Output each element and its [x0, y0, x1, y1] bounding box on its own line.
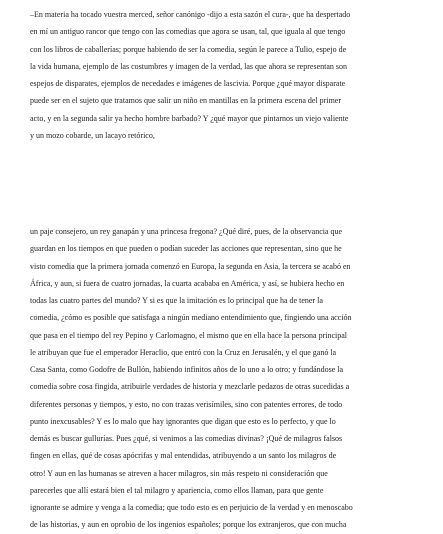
text-line: de las historias, y aun en oprobio de los ingenios españoles; porque los extranjeros, que con mucha: [30, 520, 347, 530]
text-line: le atribuyan que fue el emperador Heraclio, que entró con la Cruz en Jerusalén, y el que ganó la: [30, 347, 337, 357]
text-line: en mí un antiguo rancor que tengo con las comedias que agora se usan, tal, que iguala al que tengo: [30, 27, 346, 37]
text-line: todas las cuatro partes del mundo? Y si es que la imitación es lo principal que ha de tener la: [30, 296, 323, 305]
text-line: con los libros de caballerías; porque habiendo de ser la comedia, según le parece a Tulio, espejo de: [30, 44, 347, 54]
text-line: punto inexcusables? Y es lo malo que hay ignorantes que digan que esto es lo perfecto, y que lo: [30, 416, 336, 426]
text-line: otro! Y aun en las humanas se atreven a hacer milagros, sin más respeto ni consideración que: [30, 468, 328, 478]
text-line: visto comedia que la primera jornada comenzó en Europa, la segunda en Asia, la tercera se acabó en: [30, 261, 351, 271]
text-line: demás es buscar gullurías. Pues ¿qué, si venimos a las comedias divinas? ¡Qué de milagros falsos: [30, 434, 343, 443]
paragraph-2: [30, 223, 423, 534]
text-line: ignorante se admire y venga a la comedia; que todo esto es en perjuicio de la verdad y en menoscabo: [30, 503, 353, 512]
text-line: fingen en ellas, qué de cosas apócrifas y mal entendidas, atribuyendo a un santo los milagros de: [30, 451, 337, 461]
text-line: espejos de disparates, ejemplos de necedades e imágenes de lascivia. Porque ¿qué mayor disparate: [30, 79, 346, 88]
text-line: la vida humana, ejemplo de las costumbres y imagen de la verdad, las que ahora se representan son: [30, 61, 347, 71]
text-line: guardan en los tiempos en que pueden o podían suceder las acciones que representan, sino que he: [30, 244, 342, 254]
text-line: comedia sobre cosa fingida, atribuirle verdades de historia y mezclarle pedazos de otras sucedidas a: [30, 382, 350, 392]
text-line: y un mozo cobarde, un lacayo retórico,: [30, 130, 155, 140]
text-line: parecerles que allí estará bien el tal milagro y apariencia, como ellos llaman, para que gente: [30, 485, 324, 495]
text-line: acto, y en la segunda salir ya hecho hombre barbado? Y ¿qué mayor que pintarnos un viejo valiente: [30, 113, 349, 123]
text-line: Casa Santa, como Godofre de Bullón, habiendo infinitos años de lo uno a lo otro; y fundándose la: [30, 365, 344, 374]
text-line: –En materia ha tocado vuestra merced, señor canónigo -dijo a esta sazón el cura-, que ha despertado: [30, 10, 351, 19]
text-line: que pasa en el tiempo del rey Pepino y Carlomagno, el mismo que en ella hace la persona principal: [30, 330, 348, 340]
text-line: África, y aun, si fuera de cuatro jornadas, la cuarta acababa en América, y así, se hubiera hecho en: [30, 278, 345, 288]
text-line: puede ser en el sujeto que tratamos que salir un niño en mantillas en la primera escena del primer: [30, 96, 341, 106]
text-line: un paje consejero, un rey ganapán y una princesa fregona? ¿Qué diré, pues, de la observancia que: [30, 227, 343, 236]
text-line: diferentes personas y tiempos, y esto, no con trazas verisímiles, sino con patentes errores, de todo: [30, 399, 343, 409]
paragraph-1: [30, 6, 423, 144]
text-line: comedia, ¿cómo es posible que satisfaga a ningún mediano entendimiento que, fingiendo una acción: [30, 313, 352, 323]
